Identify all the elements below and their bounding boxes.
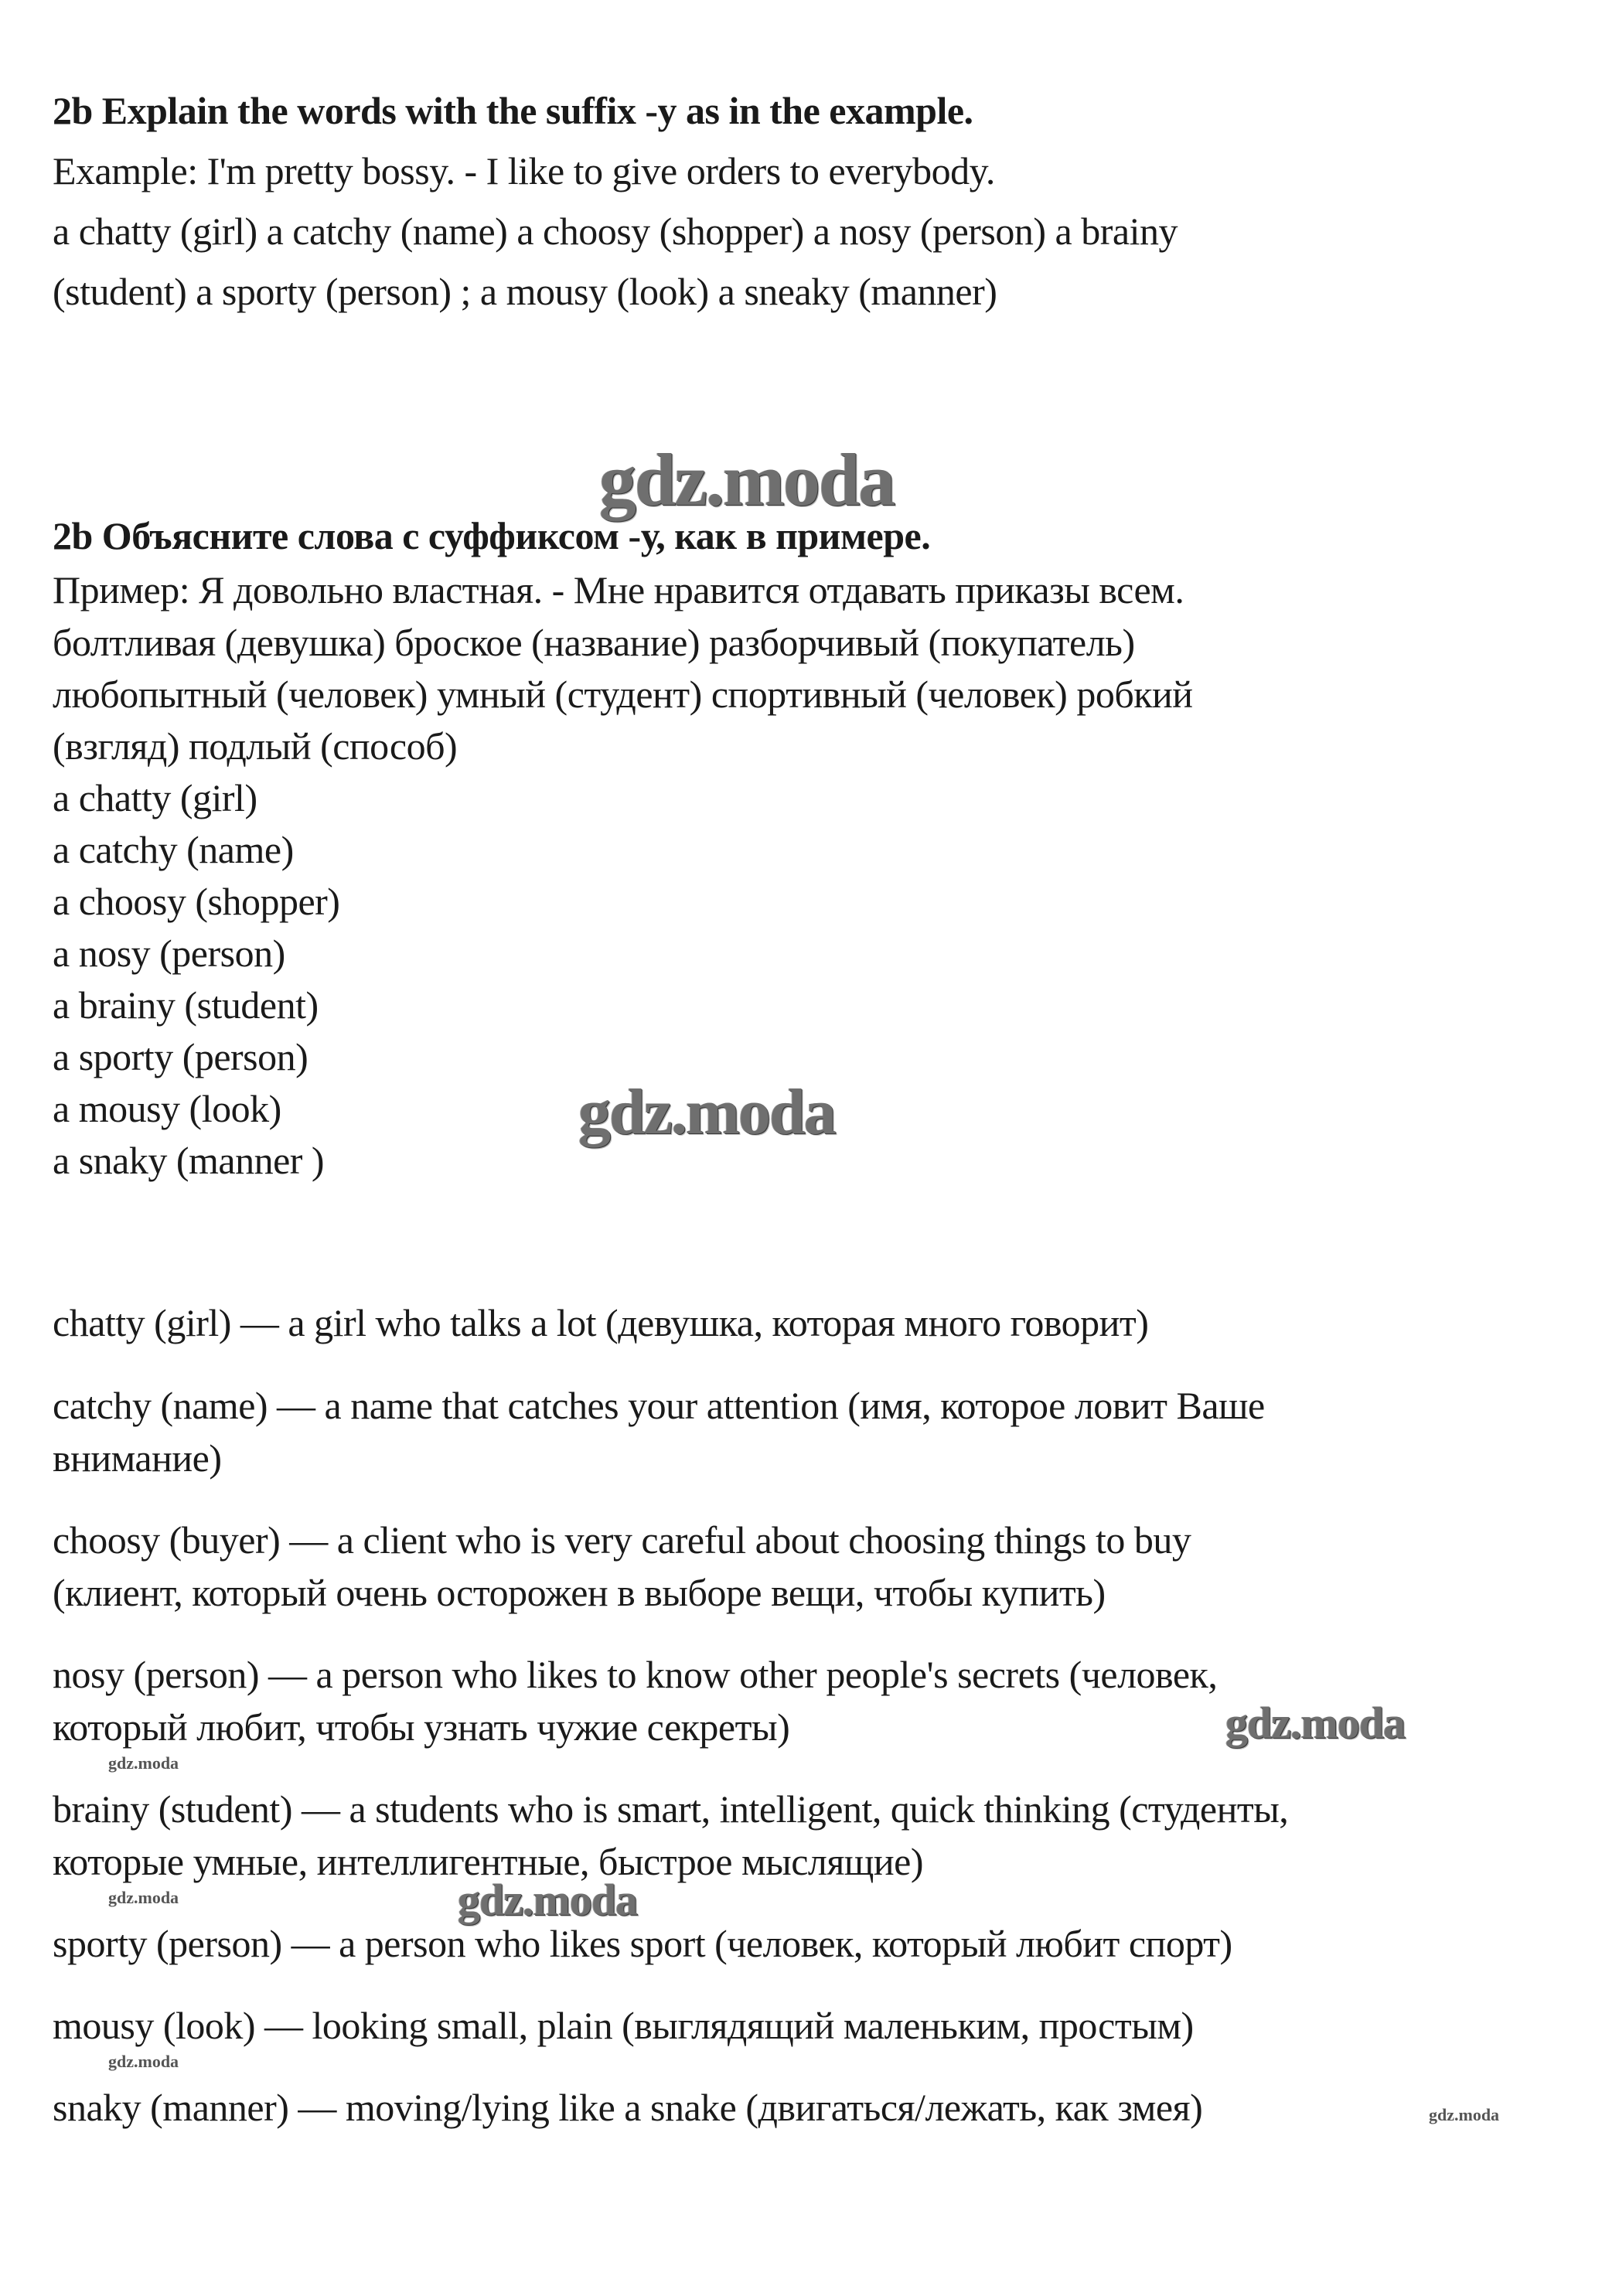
answer-nosy: nosy (person) — a person who likes to know other people's secrets (человек, xyxy=(53,1653,1218,1696)
word-list-item: a nosy (person) xyxy=(53,932,285,975)
answer-mousy: mousy (look) — looking small, plain (выглядящий маленьким, простым) xyxy=(53,2004,1194,2047)
answer-sporty: sporty (person) — a person who likes sport (человек, который любит спорт) xyxy=(53,1922,1232,1965)
task-heading-ru: 2b Объясните слова с суффиксом -у, как в примере. xyxy=(53,514,931,557)
task-words-ru-line2: любопытный (человек) умный (студент) спортивный (человек) робкий xyxy=(53,673,1193,716)
watermark-small: gdz.moda xyxy=(108,2052,179,2071)
watermark-small: gdz.moda xyxy=(1429,2105,1500,2124)
answer-nosy-cont: который любит, чтобы узнать чужие секреты) xyxy=(53,1705,790,1749)
word-list-item: a catchy (name) xyxy=(53,828,294,871)
watermark-small: gdz.moda xyxy=(108,1753,179,1773)
task-words-en-line2: (student) a sporty (person) ; a mousy (look) a sneaky (manner) xyxy=(53,270,997,313)
word-list-item: a mousy (look) xyxy=(53,1087,281,1130)
task-heading-en: 2b Explain the words with the suffix -y as in the example. xyxy=(53,89,973,132)
watermark-logo: gdz.moda xyxy=(599,438,895,521)
watermark-logo: gdz.moda xyxy=(458,1875,638,1925)
word-list-item: a snaky (manner ) xyxy=(53,1139,325,1182)
answer-choosy: choosy (buyer) — a client who is very careful about choosing things to buy xyxy=(53,1518,1191,1562)
answer-snaky: snaky (manner) — moving/lying like a snake (двигаться/лежать, как змея) xyxy=(53,2086,1203,2129)
word-list-item: a choosy (shopper) xyxy=(53,880,340,923)
task-words-ru-line3: (взгляд) подлый (способ) xyxy=(53,724,458,768)
watermark-logo: gdz.moda xyxy=(1225,1698,1406,1748)
task-example-ru: Пример: Я довольно властная. - Мне нравится отдавать приказы всем. xyxy=(53,568,1184,611)
task-words-ru-line1: болтливая (девушка) броское (название) разборчивый (покупатель) xyxy=(53,621,1135,664)
answer-catchy-cont: внимание) xyxy=(53,1436,222,1480)
answer-chatty: chatty (girl) — a girl who talks a lot (девушка, которая много говорит) xyxy=(53,1301,1149,1344)
answer-brainy: brainy (student) — a students who is smart, intelligent, quick thinking (студенты, xyxy=(53,1787,1289,1831)
word-list-item: a chatty (girl) xyxy=(53,776,257,819)
answer-choosy-cont: (клиент, который очень осторожен в выборе вещи, чтобы купить) xyxy=(53,1571,1106,1614)
watermark-small: gdz.moda xyxy=(108,1888,179,1907)
task-example-en: Example: I'm pretty bossy. - I like to give orders to everybody. xyxy=(53,149,995,192)
word-list-item: a brainy (student) xyxy=(53,983,319,1027)
word-list-item: a sporty (person) xyxy=(53,1035,308,1078)
watermark-logo: gdz.moda xyxy=(578,1076,835,1148)
task-words-en-line1: a chatty (girl) a catchy (name) a choosy (shopper) a nosy (person) a brainy xyxy=(53,210,1178,253)
answer-catchy: catchy (name) — a name that catches your attention (имя, которое ловит Ваше xyxy=(53,1384,1265,1427)
answer-brainy-cont: которые умные, интеллигентные, быстрое мыслящие) xyxy=(53,1840,923,1883)
